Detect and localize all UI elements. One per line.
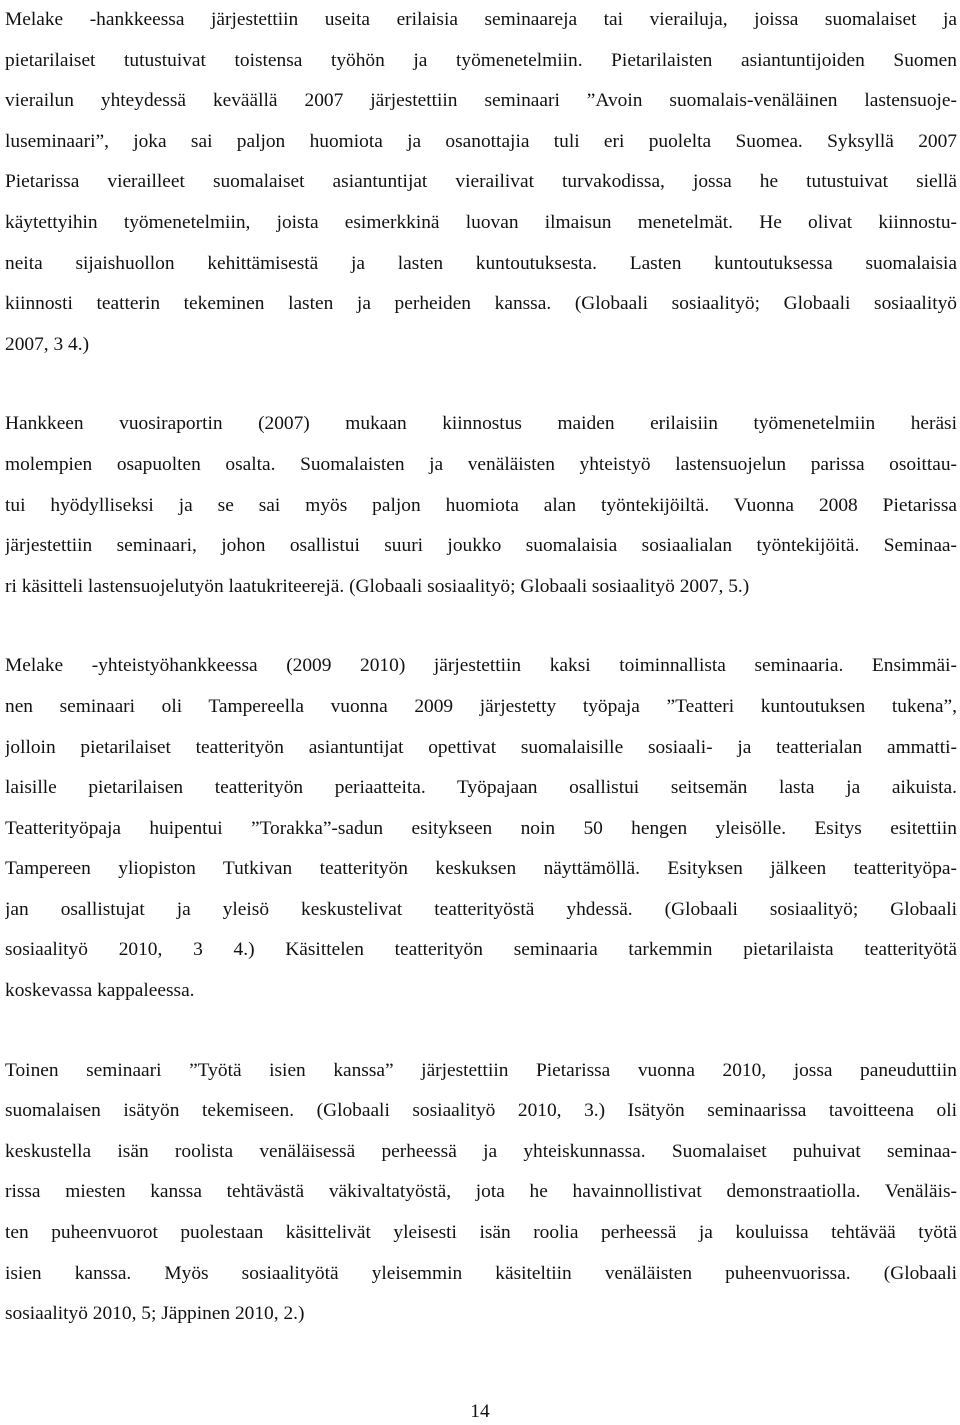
paragraph-4 <box>5 1051 957 1335</box>
text-line: ri käsitteli lastensuojelutyön laatukriteerejä. (Globaali sosiaalityö; Globaali sosiaalityö 2007, 5.) <box>5 575 750 597</box>
text-line: Tampereen yliopiston Tutkivan teatterityön keskuksen näyttämöllä. Esityksen jälkeen teatterityöpa- <box>5 858 957 880</box>
text-line: vierailun yhteydessä keväällä 2007 järjestettiin seminaari ”Avoin suomalais-venäläinen lastensuoje- <box>5 90 957 112</box>
text-line: Toinen seminaari ”Työtä isien kanssa” järjestettiin Pietarissa vuonna 2010, jossa paneuduttiin <box>5 1059 957 1081</box>
text-line: neita sijaishuollon kehittämisestä ja lasten kuntoutuksesta. Lasten kuntoutuksessa suomalaisia <box>5 252 957 274</box>
text-line: jolloin pietarilaiset teatterityön asiantuntijat opettivat suomalaisille sosiaali- ja teatterialan ammatti- <box>5 736 957 758</box>
text-line: sosiaalityö 2010, 5; Jäppinen 2010, 2.) <box>5 1303 305 1325</box>
text-line: keskustella isän roolista venäläisessä perheessä ja yhteiskunnassa. Suomalaiset puhuivat seminaa- <box>5 1140 957 1162</box>
text-line: Hankkeen vuosiraportin (2007) mukaan kiinnostus maiden erilaisiin työmenetelmiin heräsi <box>5 413 957 435</box>
text-line: koskevassa kappaleessa. <box>5 980 195 1002</box>
page-number: 14 <box>470 1401 490 1422</box>
body-text <box>5 0 957 1374</box>
paragraph-2 <box>5 404 957 607</box>
text-line: nen seminaari oli Tampereella vuonna 2009 järjestetty työpaja ”Teatteri kuntoutuksen tukena”, <box>5 695 957 717</box>
text-line: järjestettiin seminaari, johon osallistui suuri joukko suomalaisia sosiaalialan työntekijöitä. Seminaa- <box>5 535 957 557</box>
text-line: käytettyihin työmenetelmiin, joista esimerkkinä luovan ilmaisun menetelmät. He olivat kiinnostu- <box>5 211 957 233</box>
text-line: laisille pietarilaisen teatterityön periaatteita. Työpajaan osallistui seitsemän lasta ja aikuista. <box>5 777 957 799</box>
text-line: Melake -yhteistyöhankkeessa (2009 2010) järjestettiin kaksi toiminnallista seminaaria. Ensimmäi- <box>5 655 957 677</box>
text-line: luseminaari”, joka sai paljon huomiota ja osanottajia tuli eri puolelta Suomea. Syksyllä 2007 <box>5 130 957 152</box>
text-line: Pietarissa vierailleet suomalaiset asiantuntijat vierailivat turvakodissa, jossa he tutustuivat siellä <box>5 171 957 193</box>
text-line: suomalaisen isätyön tekemiseen. (Globaali sosiaalityö 2010, 3.) Isätyön seminaarissa tavoitteena oli <box>5 1100 957 1122</box>
text-line: sosiaalityö 2010, 3 4.) Käsittelen teatterityön seminaaria tarkemmin pietarilaista teatterityötä <box>5 939 957 961</box>
text-line: Teatterityöpaja huipentui ”Torakka”-sadun esitykseen noin 50 hengen yleisölle. Esitys esitettiin <box>5 817 957 839</box>
text-line: pietarilaiset tutustuivat toistensa työhön ja työmenetelmiin. Pietarilaisten asiantuntijoiden Suomen <box>5 49 957 71</box>
text-line: tui hyödylliseksi ja se sai myös paljon huomiota alan työntekijöiltä. Vuonna 2008 Pietarissa <box>5 494 957 516</box>
text-line: jan osallistujat ja yleisö keskustelivat teatterityöstä yhdessä. (Globaali sosiaalityö; Globaali <box>5 898 957 920</box>
text-line: 2007, 3 4.) <box>5 333 90 355</box>
text-line: kiinnosti teatterin tekeminen lasten ja perheiden kanssa. (Globaali sosiaalityö; Globaali sosiaalityö <box>5 293 957 315</box>
text-line: isien kanssa. Myös sosiaalityötä yleisemmin käsiteltiin venäläisten puheenvuorissa. (Globaali <box>5 1262 957 1284</box>
text-line: ten puheenvuorot puolestaan käsittelivät yleisesti isän roolia perheessä ja kouluissa tehtävää työtä <box>5 1222 957 1244</box>
text-line: rissa miesten kanssa tehtävästä väkivaltatyöstä, jota he havainnollistivat demonstraatiolla. Venäläis- <box>5 1181 957 1203</box>
paragraph-3 <box>5 646 957 1011</box>
paragraph-1 <box>5 0 957 365</box>
text-line: Melake -hankkeessa järjestettiin useita erilaisia seminaareja tai vierailuja, joissa suomalaiset ja <box>5 9 957 30</box>
text-line: molempien osapuolten osalta. Suomalaisten ja venäläisten yhteistyö lastensuojelun parissa osoittau- <box>5 453 957 475</box>
